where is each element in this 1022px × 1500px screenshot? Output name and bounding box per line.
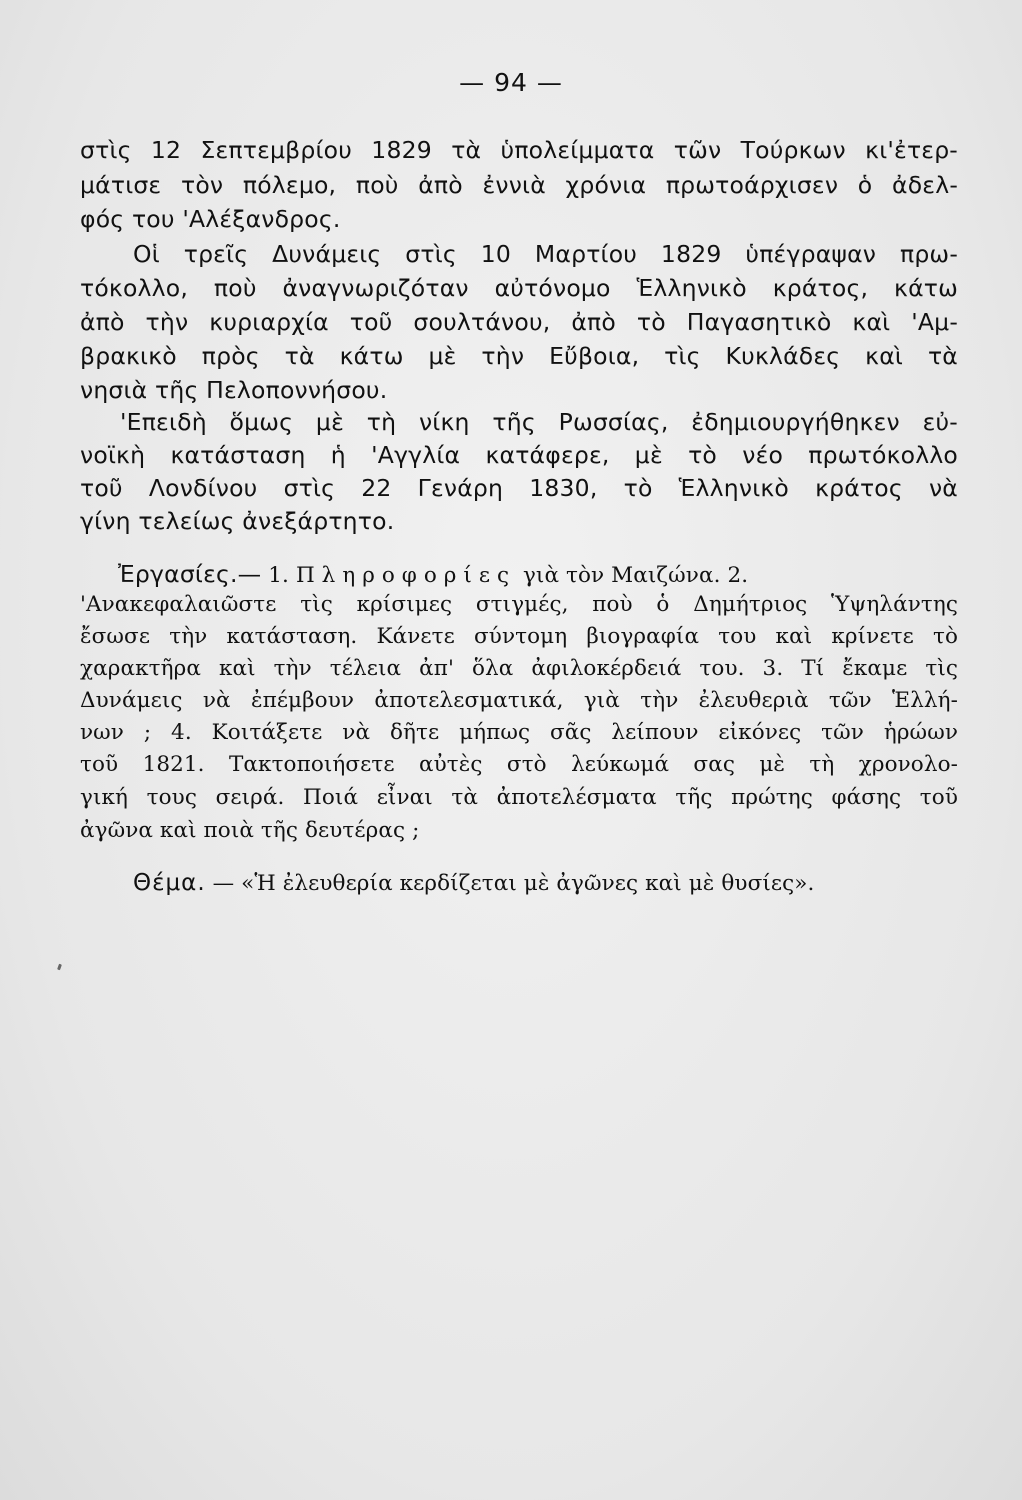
theme-text: — «Ἡ ἐλευθερία κερδίζεται μὲ ἀγῶνες καὶ μὲ θυσίες». [212,871,815,896]
body-line-1: στὶς 12 Σεπτεμβρίου 1829 τὰ ὑπολείμματα τῶν Τούρκων κι'ἐτερ- [80,136,958,164]
exercises-line-8: ἀγῶνα καὶ ποιὰ τῆς δευτέρας ; [80,818,420,843]
paper-speck [57,964,62,971]
exercises-line-4: Δυνάμεις νὰ ἐπέμβουν ἀποτελεσματικά, γιὰ τὴν ἐλευθεριὰ τῶν Ἑλλή- [80,688,958,713]
exercises-line-6: τοῦ 1821. Τακτοποιήσετε αὐτὲς στὸ λεύκωμά σας μὲ τὴ χρονολο- [80,752,958,777]
body-line-4: Οἱ τρεῖς Δυνάμεις στὶς 10 Μαρτίου 1829 ὑπέγραψαν πρω- [133,240,958,268]
exercises-line-3: χαρακτῆρα καὶ τὴν τέλεια ἀπ' ὅλα ἀφιλοκέρδειά του. 3. Τί ἔκαμε τὶς [80,656,958,681]
exercise-1-number: 1. [268,563,289,588]
body-line-3: φός του 'Αλέξανδρος. [80,205,341,233]
theme-label: Θέμα. [133,870,206,896]
theme-line [133,870,958,896]
body-line-10: νοϊκὴ κατάσταση ἡ 'Αγγλία κατάφερε, μὲ τὸ νέο πρωτόκολλο [80,441,958,469]
body-line-6: ἀπὸ τὴν κυριαρχία τοῦ σουλτάνου, ἀπὸ τὸ Παγασητικὸ καὶ 'Αμ- [80,308,958,336]
exercise-1-spaced-title: Πληροφορίες [295,563,517,588]
exercises-line-2: ἔσωσε τὴν κατάσταση. Κάνετε σύντομη βιογραφία του καὶ κρίνετε τὸ [80,624,958,649]
page-number: — 94 — [459,68,563,97]
exercise-1-rest: γιὰ τὸν Μαιζώνα. 2. [522,563,749,588]
exercises-line-5: νων ; 4. Κοιτάξετε νὰ δῆτε μήπως σᾶς λείπουν εἰκόνες τῶν ἡρώων [80,720,958,745]
body-line-11: τοῦ Λονδίνου στὶς 22 Γενάρη 1830, τὸ Ἑλληνικὸ κράτος νὰ [80,474,958,502]
exercises-line-7: γική τους σειρά. Ποιά εἶναι τὰ ἀποτελέσματα τῆς πρώτης φάσης τοῦ [80,785,958,810]
body-line-9: 'Επειδὴ ὅμως μὲ τὴ νίκη τῆς Ρωσσίας, ἐδημιουργήθηκεν εὐ- [120,408,958,436]
body-line-12: γίνη τελείως ἀνεξάρτητο. [80,507,395,535]
exercises-first-line [118,560,958,588]
exercises-line-1: 'Ανακεφαλαιῶστε τὶς κρίσιμες στιγμές, ποὺ ὁ Δημήτριος Ὑψηλάντης [80,592,958,617]
body-line-8: νησιὰ τῆς Πελοποννήσου. [80,376,388,404]
body-line-2: μάτισε τὸν πόλεμο, ποὺ ἀπὸ ἐννιὰ χρόνια πρωτοάρχισεν ὁ ἀδελ- [80,171,958,199]
body-line-7: βρακικὸ πρὸς τὰ κάτω μὲ τὴν Εὔβοια, τὶς Κυκλάδες καὶ τὰ [80,342,958,370]
exercises-heading: Ἐργασίες.— [118,560,262,588]
body-line-5: τόκολλο, ποὺ ἀναγνωριζόταν αὐτόνομο Ἑλληνικὸ κράτος, κάτω [80,274,958,302]
